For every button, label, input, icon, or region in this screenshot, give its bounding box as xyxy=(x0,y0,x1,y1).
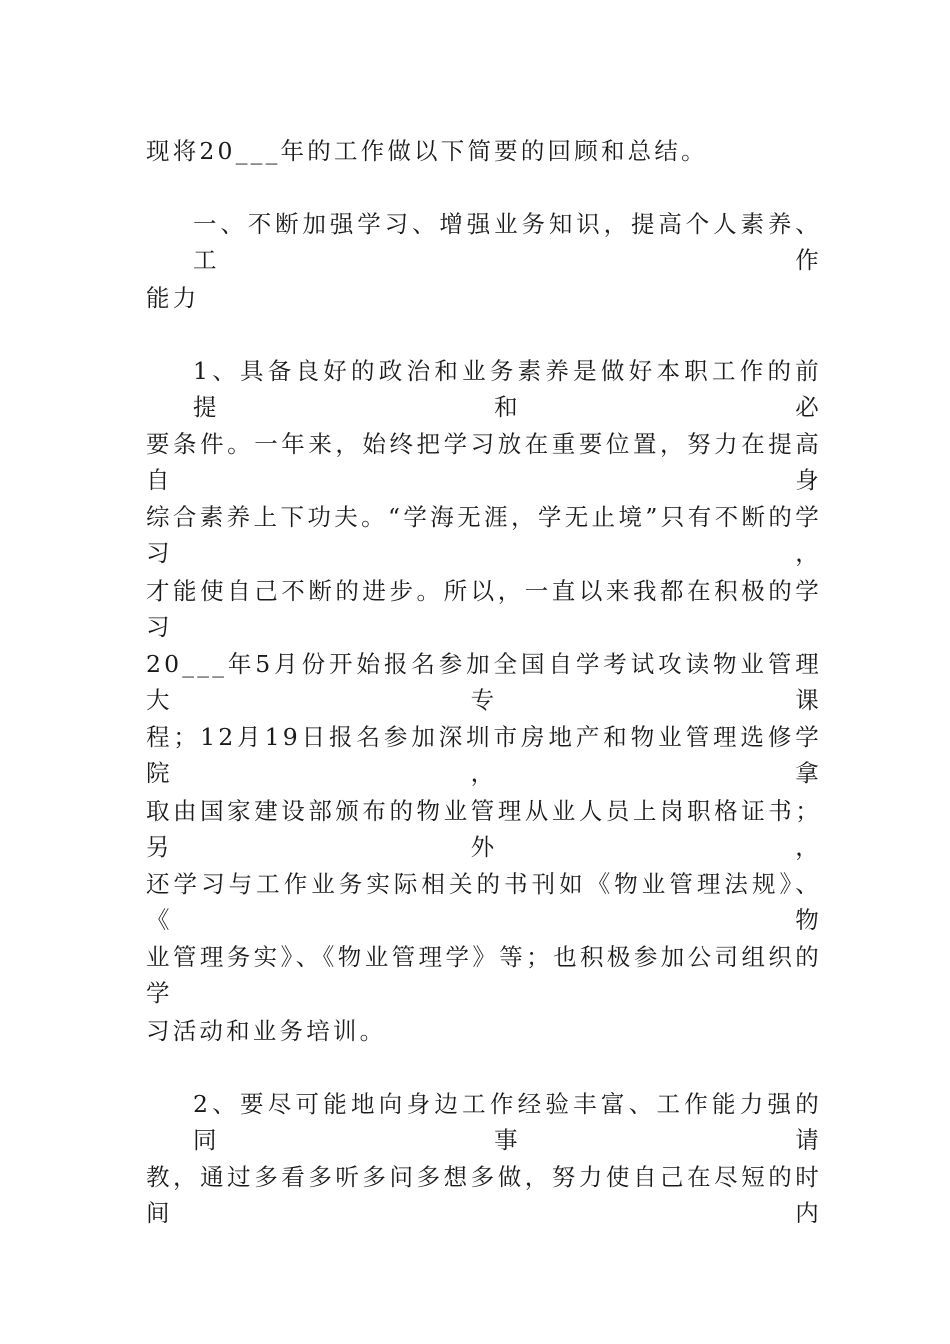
paragraph-line: 还学习与工作业务实际相关的书刊如《物业管理法规》、《物 xyxy=(146,869,822,934)
section-heading-line: 一、不断加强学习、增强业务知识，提高个人素养、工作 xyxy=(193,210,822,275)
paragraph-line: 1、具备良好的政治和业务素养是做好本职工作的前提和必 xyxy=(193,356,822,421)
section-heading-line: 能力 xyxy=(146,283,200,312)
paragraph-line: 业管理务实》、《物业管理学》等；也积极参加公司组织的学 xyxy=(146,943,822,1008)
paragraph-line: 程；12月19日报名参加深圳市房地产和物业管理选修学院，拿 xyxy=(146,723,822,788)
paragraph-line: 取由国家建设部颁布的物业管理从业人员上岗职格证书；另外， xyxy=(146,796,822,861)
paragraph-line: 要条件。一年来，始终把学习放在重要位置，努力在提高自身 xyxy=(146,430,822,495)
paragraph-line: 才能使自己不断的进步。所以，一直以来我都在积极的学习 xyxy=(146,576,822,641)
paragraph-line: 习活动和业务培训。 xyxy=(146,1016,387,1045)
paragraph-line-intro: 现将20___年的工作做以下简要的回顾和总结。 xyxy=(146,137,708,165)
paragraph-line: 教，通过多看多听多问多想多做，努力使自己在尽短的时间内 xyxy=(146,1163,822,1228)
paragraph-line: 综合素养上下功夫。“学海无涯，学无止境”只有不断的学习， xyxy=(146,503,822,568)
paragraph-line: 20___年5月份开始报名参加全国自学考试攻读物业管理大专课 xyxy=(146,650,822,715)
document-body xyxy=(146,133,822,1232)
paragraph-line: 2、要尽可能地向身边工作经验丰富、工作能力强的同事请 xyxy=(193,1089,822,1154)
